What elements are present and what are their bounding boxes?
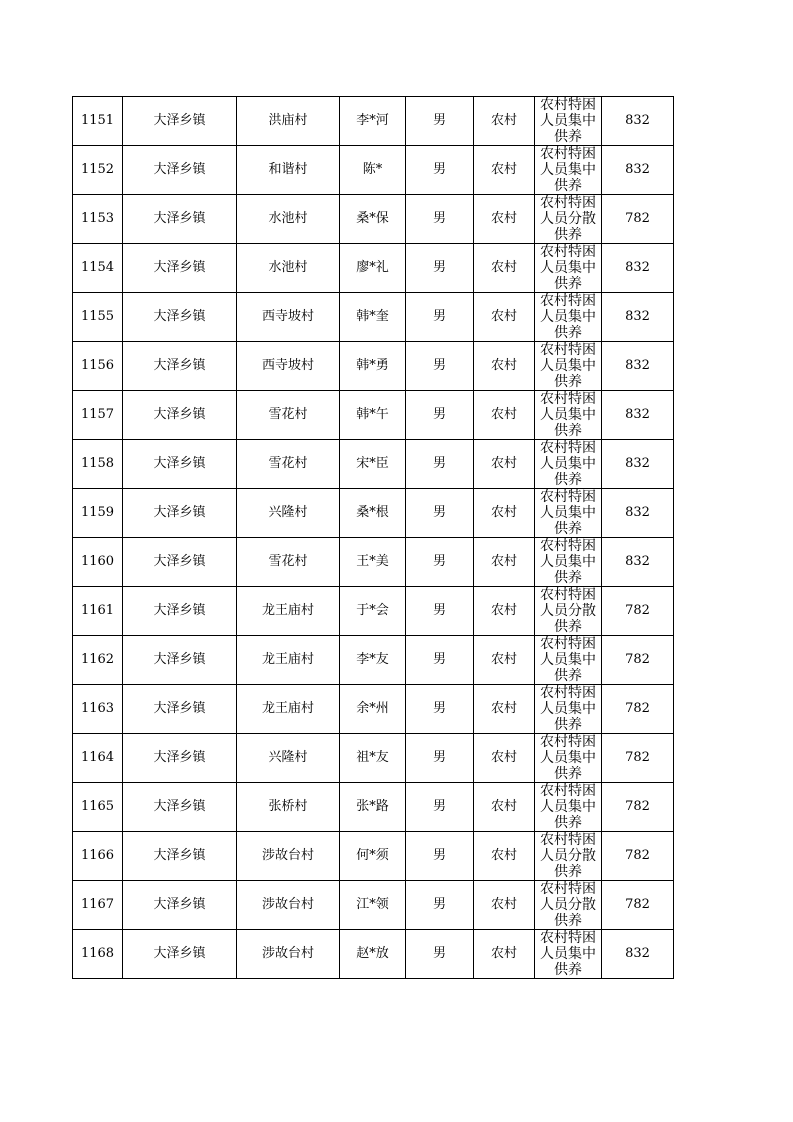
table-row <box>73 195 674 244</box>
area-type-cell: 农村 <box>474 538 535 587</box>
table-row <box>73 489 674 538</box>
support-type-text: 农村特困人员集中供养 <box>540 538 596 586</box>
gender-cell: 男 <box>406 587 474 636</box>
village-cell: 和谐村 <box>237 146 340 195</box>
person-name-cell: 于*会 <box>340 587 406 636</box>
village-cell: 雪花村 <box>237 391 340 440</box>
person-name-cell: 桑*保 <box>340 195 406 244</box>
support-type-text: 农村特困人员分散供养 <box>540 881 596 929</box>
table-row <box>73 538 674 587</box>
town-cell: 大泽乡镇 <box>123 244 237 293</box>
village-cell: 雪花村 <box>237 440 340 489</box>
area-type-cell: 农村 <box>474 587 535 636</box>
row-number-cell: 1154 <box>73 244 123 293</box>
table-row <box>73 832 674 881</box>
town-cell: 大泽乡镇 <box>123 930 237 979</box>
person-name-cell: 廖*礼 <box>340 244 406 293</box>
support-type-text: 农村特困人员集中供养 <box>540 489 596 537</box>
person-name-cell: 江*领 <box>340 881 406 930</box>
table-row <box>73 440 674 489</box>
amount-cell: 832 <box>602 146 674 195</box>
support-type-text: 农村特困人员集中供养 <box>540 440 596 488</box>
person-name-cell: 王*美 <box>340 538 406 587</box>
table-row <box>73 734 674 783</box>
table-row <box>73 587 674 636</box>
table-row <box>73 244 674 293</box>
gender-cell: 男 <box>406 832 474 881</box>
village-cell: 兴隆村 <box>237 734 340 783</box>
village-cell: 涉故台村 <box>237 832 340 881</box>
gender-cell: 男 <box>406 685 474 734</box>
support-type-cell <box>535 832 602 881</box>
table-row <box>73 881 674 930</box>
support-type-text: 农村特困人员集中供养 <box>540 391 596 439</box>
town-cell: 大泽乡镇 <box>123 489 237 538</box>
table-row <box>73 783 674 832</box>
amount-cell: 782 <box>602 881 674 930</box>
row-number-cell: 1162 <box>73 636 123 685</box>
table-row <box>73 685 674 734</box>
area-type-cell: 农村 <box>474 636 535 685</box>
town-cell: 大泽乡镇 <box>123 440 237 489</box>
area-type-cell: 农村 <box>474 440 535 489</box>
village-cell: 洪庙村 <box>237 97 340 146</box>
village-cell: 龙王庙村 <box>237 685 340 734</box>
support-type-text: 农村特困人员集中供养 <box>540 244 596 292</box>
support-type-text: 农村特困人员集中供养 <box>540 97 596 145</box>
village-cell: 龙王庙村 <box>237 636 340 685</box>
row-number-cell: 1151 <box>73 97 123 146</box>
town-cell: 大泽乡镇 <box>123 881 237 930</box>
support-type-cell <box>535 538 602 587</box>
town-cell: 大泽乡镇 <box>123 587 237 636</box>
support-type-text: 农村特困人员集中供养 <box>540 293 596 341</box>
area-type-cell: 农村 <box>474 734 535 783</box>
support-type-text: 农村特困人员集中供养 <box>540 930 596 978</box>
amount-cell: 832 <box>602 538 674 587</box>
town-cell: 大泽乡镇 <box>123 832 237 881</box>
village-cell: 水池村 <box>237 195 340 244</box>
person-name-cell: 赵*放 <box>340 930 406 979</box>
support-type-cell <box>535 342 602 391</box>
amount-cell: 782 <box>602 783 674 832</box>
records-body <box>73 97 674 979</box>
person-name-cell: 陈* <box>340 146 406 195</box>
support-type-cell <box>535 440 602 489</box>
town-cell: 大泽乡镇 <box>123 195 237 244</box>
area-type-cell: 农村 <box>474 293 535 342</box>
row-number-cell: 1157 <box>73 391 123 440</box>
row-number-cell: 1153 <box>73 195 123 244</box>
amount-cell: 832 <box>602 930 674 979</box>
person-name-cell: 李*友 <box>340 636 406 685</box>
person-name-cell: 桑*根 <box>340 489 406 538</box>
row-number-cell: 1167 <box>73 881 123 930</box>
person-name-cell: 余*州 <box>340 685 406 734</box>
gender-cell: 男 <box>406 342 474 391</box>
town-cell: 大泽乡镇 <box>123 391 237 440</box>
person-name-cell: 宋*臣 <box>340 440 406 489</box>
village-cell: 张桥村 <box>237 783 340 832</box>
gender-cell: 男 <box>406 97 474 146</box>
table-row <box>73 342 674 391</box>
support-type-cell <box>535 881 602 930</box>
village-cell: 西寺坡村 <box>237 293 340 342</box>
area-type-cell: 农村 <box>474 244 535 293</box>
amount-cell: 832 <box>602 244 674 293</box>
support-type-text: 农村特困人员集中供养 <box>540 342 596 390</box>
area-type-cell: 农村 <box>474 489 535 538</box>
table-row <box>73 293 674 342</box>
amount-cell: 832 <box>602 293 674 342</box>
support-type-text: 农村特困人员分散供养 <box>540 587 596 635</box>
support-type-cell <box>535 195 602 244</box>
village-cell: 涉故台村 <box>237 881 340 930</box>
amount-cell: 832 <box>602 391 674 440</box>
row-number-cell: 1159 <box>73 489 123 538</box>
area-type-cell: 农村 <box>474 881 535 930</box>
person-name-cell: 祖*友 <box>340 734 406 783</box>
gender-cell: 男 <box>406 734 474 783</box>
gender-cell: 男 <box>406 195 474 244</box>
gender-cell: 男 <box>406 146 474 195</box>
row-number-cell: 1158 <box>73 440 123 489</box>
village-cell: 雪花村 <box>237 538 340 587</box>
support-type-cell <box>535 489 602 538</box>
support-type-text: 农村特困人员集中供养 <box>540 685 596 733</box>
amount-cell: 782 <box>602 734 674 783</box>
town-cell: 大泽乡镇 <box>123 538 237 587</box>
area-type-cell: 农村 <box>474 391 535 440</box>
village-cell: 兴隆村 <box>237 489 340 538</box>
row-number-cell: 1155 <box>73 293 123 342</box>
village-cell: 龙王庙村 <box>237 587 340 636</box>
person-name-cell: 韩*午 <box>340 391 406 440</box>
person-name-cell: 张*路 <box>340 783 406 832</box>
area-type-cell: 农村 <box>474 685 535 734</box>
person-name-cell: 韩*勇 <box>340 342 406 391</box>
support-type-cell <box>535 930 602 979</box>
area-type-cell: 农村 <box>474 783 535 832</box>
area-type-cell: 农村 <box>474 146 535 195</box>
support-type-text: 农村特困人员集中供养 <box>540 783 596 831</box>
gender-cell: 男 <box>406 538 474 587</box>
row-number-cell: 1156 <box>73 342 123 391</box>
town-cell: 大泽乡镇 <box>123 293 237 342</box>
support-type-cell <box>535 734 602 783</box>
amount-cell: 782 <box>602 636 674 685</box>
town-cell: 大泽乡镇 <box>123 734 237 783</box>
table-row <box>73 391 674 440</box>
gender-cell: 男 <box>406 293 474 342</box>
town-cell: 大泽乡镇 <box>123 783 237 832</box>
town-cell: 大泽乡镇 <box>123 342 237 391</box>
village-cell: 水池村 <box>237 244 340 293</box>
row-number-cell: 1168 <box>73 930 123 979</box>
town-cell: 大泽乡镇 <box>123 97 237 146</box>
row-number-cell: 1163 <box>73 685 123 734</box>
table-row <box>73 146 674 195</box>
area-type-cell: 农村 <box>474 342 535 391</box>
support-type-text: 农村特困人员分散供养 <box>540 832 596 880</box>
row-number-cell: 1164 <box>73 734 123 783</box>
gender-cell: 男 <box>406 244 474 293</box>
town-cell: 大泽乡镇 <box>123 685 237 734</box>
gender-cell: 男 <box>406 391 474 440</box>
support-type-cell <box>535 146 602 195</box>
support-type-cell <box>535 97 602 146</box>
gender-cell: 男 <box>406 783 474 832</box>
support-type-text: 农村特困人员集中供养 <box>540 636 596 684</box>
amount-cell: 782 <box>602 195 674 244</box>
support-type-cell <box>535 636 602 685</box>
amount-cell: 832 <box>602 97 674 146</box>
person-name-cell: 何*须 <box>340 832 406 881</box>
row-number-cell: 1152 <box>73 146 123 195</box>
amount-cell: 782 <box>602 587 674 636</box>
gender-cell: 男 <box>406 881 474 930</box>
support-type-cell <box>535 391 602 440</box>
records-table <box>72 96 674 979</box>
amount-cell: 782 <box>602 832 674 881</box>
gender-cell: 男 <box>406 930 474 979</box>
support-type-text: 农村特困人员集中供养 <box>540 146 596 194</box>
town-cell: 大泽乡镇 <box>123 636 237 685</box>
village-cell: 西寺坡村 <box>237 342 340 391</box>
village-cell: 涉故台村 <box>237 930 340 979</box>
area-type-cell: 农村 <box>474 97 535 146</box>
row-number-cell: 1161 <box>73 587 123 636</box>
row-number-cell: 1166 <box>73 832 123 881</box>
area-type-cell: 农村 <box>474 195 535 244</box>
person-name-cell: 李*河 <box>340 97 406 146</box>
table-row <box>73 97 674 146</box>
gender-cell: 男 <box>406 489 474 538</box>
gender-cell: 男 <box>406 636 474 685</box>
area-type-cell: 农村 <box>474 832 535 881</box>
support-type-text: 农村特困人员分散供养 <box>540 195 596 243</box>
support-type-cell <box>535 783 602 832</box>
table-row <box>73 636 674 685</box>
town-cell: 大泽乡镇 <box>123 146 237 195</box>
row-number-cell: 1160 <box>73 538 123 587</box>
amount-cell: 832 <box>602 489 674 538</box>
table-row <box>73 930 674 979</box>
support-type-cell <box>535 587 602 636</box>
person-name-cell: 韩*奎 <box>340 293 406 342</box>
support-type-cell <box>535 293 602 342</box>
row-number-cell: 1165 <box>73 783 123 832</box>
amount-cell: 832 <box>602 440 674 489</box>
support-type-text: 农村特困人员集中供养 <box>540 734 596 782</box>
support-type-cell <box>535 244 602 293</box>
area-type-cell: 农村 <box>474 930 535 979</box>
amount-cell: 782 <box>602 685 674 734</box>
gender-cell: 男 <box>406 440 474 489</box>
amount-cell: 832 <box>602 342 674 391</box>
support-type-cell <box>535 685 602 734</box>
